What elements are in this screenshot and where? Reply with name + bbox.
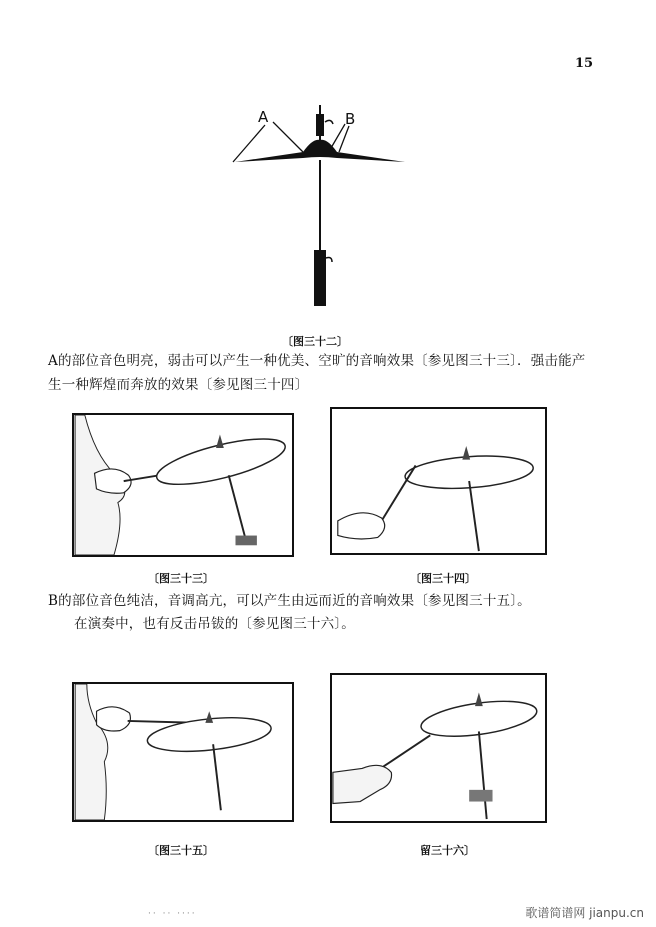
- label-a: A: [258, 108, 269, 126]
- photo-figure-33: [72, 413, 294, 557]
- paragraph-1-line-1: A的部位音色明亮，弱击可以产生一种优美、空旷的音响效果〔参见图三十三〕．强击能产: [48, 353, 586, 369]
- figure-33-caption: 〔图三十三〕: [148, 572, 214, 585]
- photo-figure-36: [330, 673, 547, 823]
- photo-figure-35: [72, 682, 294, 822]
- paragraph-2-line-2: 在演奏中，也有反击吊钹的〔参见图三十六〕。: [74, 616, 355, 632]
- figure-35-caption: 〔图三十五〕: [148, 844, 214, 857]
- cymbal-strong-strike-illustration: [332, 409, 545, 553]
- cymbal-diagram-drawing: [225, 100, 415, 315]
- figure-34-caption: 〔图三十四〕: [410, 572, 476, 585]
- scan-artifact: ·· ·· ····: [148, 909, 197, 919]
- page-number: 15: [575, 56, 594, 71]
- label-b: B: [345, 110, 356, 128]
- paragraph-2-line-1: B的部位音色纯洁，音调高亢，可以产生由远而近的音响效果〔参见图三十五〕。: [48, 593, 531, 609]
- cymbal-diagram: [225, 100, 415, 315]
- figure-32-caption: 〔图三十二〕: [282, 335, 348, 348]
- cymbal-edge-strike-illustration: [74, 684, 292, 820]
- cymbal-soft-strike-illustration: [74, 415, 292, 555]
- watermark: 歌谱简谱网 jianpu.cn: [525, 906, 644, 920]
- paragraph-1-line-2: 生一种辉煌而奔放的效果〔参见图三十四〕: [48, 377, 309, 393]
- cymbal-reverse-strike-illustration: [332, 675, 545, 821]
- photo-figure-34: [330, 407, 547, 555]
- figure-36-caption: 留三十六〕: [420, 844, 475, 857]
